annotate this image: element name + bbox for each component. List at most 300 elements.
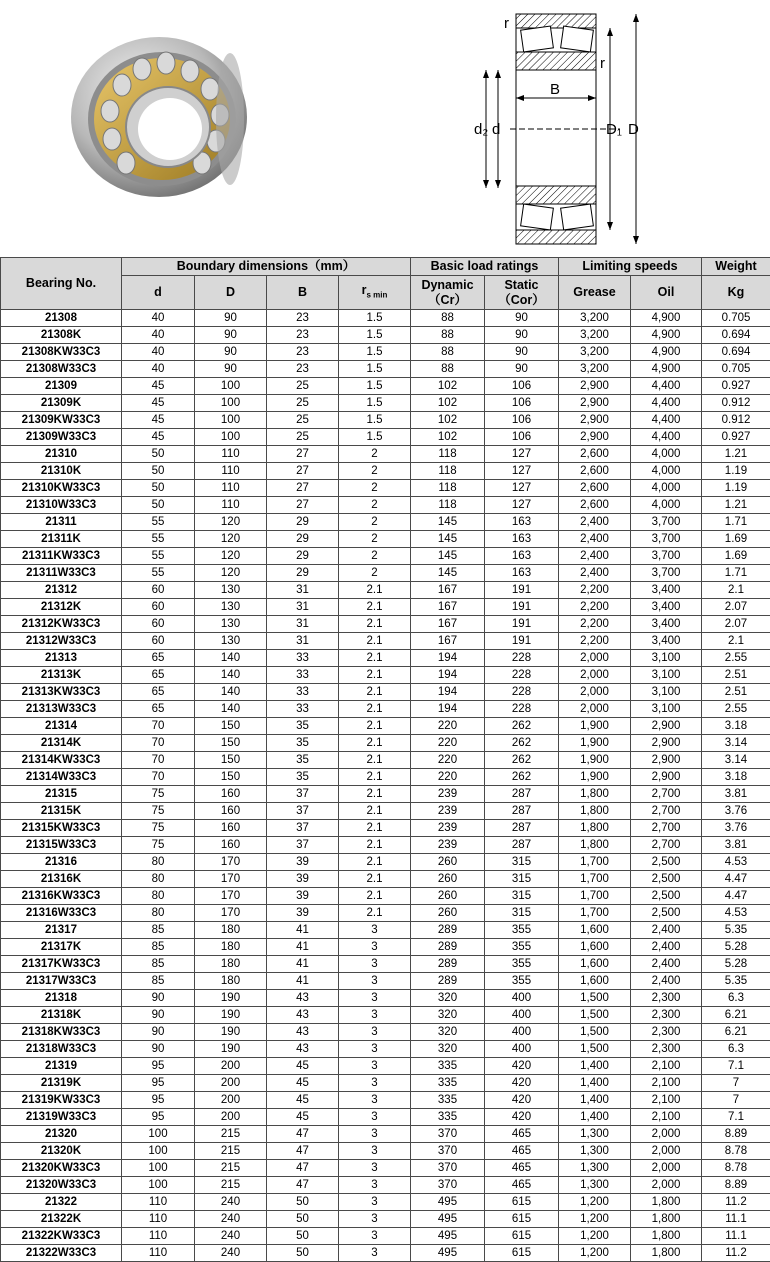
cell-rs-min: 3 — [339, 1092, 411, 1109]
cell-static-cor: 420 — [485, 1092, 559, 1109]
cell-bearing-no: 21311W33C3 — [1, 565, 122, 582]
cell-bearing-no: 21317W33C3 — [1, 973, 122, 990]
cell-oil: 4,000 — [631, 446, 702, 463]
cell-static-cor: 191 — [485, 616, 559, 633]
cell-B: 50 — [267, 1245, 339, 1262]
cell-B: 25 — [267, 378, 339, 395]
cell-oil: 3,100 — [631, 667, 702, 684]
cell-weight: 1.21 — [702, 446, 770, 463]
cell-dynamic-cr: 145 — [411, 548, 485, 565]
cell-B: 45 — [267, 1075, 339, 1092]
cell-bearing-no: 21319K — [1, 1075, 122, 1092]
table-row — [1, 1041, 770, 1058]
cell-rs-min: 1.5 — [339, 412, 411, 429]
cell-D: 150 — [195, 718, 267, 735]
cell-dynamic-cr: 102 — [411, 395, 485, 412]
cell-oil: 4,400 — [631, 412, 702, 429]
cell-D: 215 — [195, 1143, 267, 1160]
cell-oil: 2,300 — [631, 1024, 702, 1041]
cell-weight: 0.694 — [702, 327, 770, 344]
cell-B: 37 — [267, 837, 339, 854]
cell-rs-min: 1.5 — [339, 429, 411, 446]
cell-rs-min: 1.5 — [339, 395, 411, 412]
cell-B: 25 — [267, 429, 339, 446]
cell-rs-min: 3 — [339, 1041, 411, 1058]
cell-dynamic-cr: 260 — [411, 888, 485, 905]
cell-oil: 2,400 — [631, 973, 702, 990]
cell-static-cor: 191 — [485, 582, 559, 599]
cell-grease: 3,200 — [559, 327, 631, 344]
cell-weight: 7.1 — [702, 1109, 770, 1126]
table-row — [1, 1245, 770, 1262]
header-kg: Kg — [702, 276, 770, 310]
cell-static-cor: 106 — [485, 412, 559, 429]
cell-weight: 11.2 — [702, 1245, 770, 1262]
cell-static-cor: 163 — [485, 548, 559, 565]
cell-B: 45 — [267, 1109, 339, 1126]
cell-rs-min: 3 — [339, 1109, 411, 1126]
cell-oil: 4,900 — [631, 344, 702, 361]
table-row — [1, 956, 770, 973]
cell-static-cor: 400 — [485, 1041, 559, 1058]
cell-d: 95 — [122, 1109, 195, 1126]
cell-D: 130 — [195, 616, 267, 633]
cell-weight: 7 — [702, 1092, 770, 1109]
cell-d: 75 — [122, 820, 195, 837]
cell-D: 180 — [195, 922, 267, 939]
cell-bearing-no: 21310K — [1, 463, 122, 480]
cell-B: 35 — [267, 752, 339, 769]
cell-static-cor: 262 — [485, 718, 559, 735]
table-row — [1, 905, 770, 922]
cell-dynamic-cr: 194 — [411, 667, 485, 684]
header-dynamic-sub: （Cr） — [428, 292, 467, 307]
header-B: B — [267, 276, 339, 310]
cell-d: 100 — [122, 1177, 195, 1194]
cell-static-cor: 262 — [485, 769, 559, 786]
table-row — [1, 786, 770, 803]
header-grease: Grease — [559, 276, 631, 310]
cell-bearing-no: 21316K — [1, 871, 122, 888]
table-row — [1, 344, 770, 361]
cell-grease: 1,700 — [559, 905, 631, 922]
cell-dynamic-cr: 289 — [411, 956, 485, 973]
table-row — [1, 1143, 770, 1160]
cell-B: 31 — [267, 633, 339, 650]
cell-static-cor: 191 — [485, 633, 559, 650]
cell-rs-min: 3 — [339, 1058, 411, 1075]
cell-d: 95 — [122, 1058, 195, 1075]
cell-D: 130 — [195, 599, 267, 616]
table-row — [1, 667, 770, 684]
cell-oil: 2,900 — [631, 769, 702, 786]
cell-weight: 6.21 — [702, 1007, 770, 1024]
cell-grease: 2,400 — [559, 531, 631, 548]
cell-static-cor: 420 — [485, 1058, 559, 1075]
cell-weight: 0.912 — [702, 412, 770, 429]
cell-weight: 1.19 — [702, 480, 770, 497]
cell-B: 43 — [267, 1007, 339, 1024]
table-row — [1, 531, 770, 548]
cell-dynamic-cr: 495 — [411, 1228, 485, 1245]
cell-B: 29 — [267, 548, 339, 565]
cell-grease: 1,400 — [559, 1092, 631, 1109]
table-row — [1, 446, 770, 463]
cell-rs-min: 2.1 — [339, 684, 411, 701]
cell-dynamic-cr: 260 — [411, 905, 485, 922]
cell-rs-min: 2.1 — [339, 803, 411, 820]
cell-grease: 2,600 — [559, 446, 631, 463]
cell-grease: 2,600 — [559, 463, 631, 480]
cell-D: 90 — [195, 327, 267, 344]
cell-bearing-no: 21314 — [1, 718, 122, 735]
cell-D: 180 — [195, 973, 267, 990]
cell-B: 25 — [267, 412, 339, 429]
cell-grease: 2,200 — [559, 616, 631, 633]
cell-static-cor: 287 — [485, 786, 559, 803]
cell-d: 55 — [122, 548, 195, 565]
table-row — [1, 1024, 770, 1041]
cell-rs-min: 2.1 — [339, 769, 411, 786]
cell-oil: 2,900 — [631, 718, 702, 735]
cell-rs-min: 2.1 — [339, 871, 411, 888]
cell-bearing-no: 21309 — [1, 378, 122, 395]
header-rs — [339, 276, 411, 310]
cell-d: 40 — [122, 327, 195, 344]
cell-B: 45 — [267, 1092, 339, 1109]
cell-rs-min: 3 — [339, 1245, 411, 1262]
cell-bearing-no: 21309K — [1, 395, 122, 412]
cell-static-cor: 615 — [485, 1245, 559, 1262]
cell-static-cor: 287 — [485, 837, 559, 854]
cell-rs-min: 2.1 — [339, 582, 411, 599]
cell-dynamic-cr: 370 — [411, 1143, 485, 1160]
cell-d: 45 — [122, 429, 195, 446]
cell-B: 37 — [267, 803, 339, 820]
cell-oil: 4,400 — [631, 378, 702, 395]
header-weight: Weight — [702, 258, 770, 276]
cell-bearing-no: 21310KW33C3 — [1, 480, 122, 497]
cell-grease: 3,200 — [559, 344, 631, 361]
cell-rs-min: 2.1 — [339, 820, 411, 837]
cell-grease: 1,700 — [559, 871, 631, 888]
cell-bearing-no: 21316W33C3 — [1, 905, 122, 922]
cell-oil: 2,700 — [631, 786, 702, 803]
cell-D: 150 — [195, 735, 267, 752]
cell-B: 41 — [267, 922, 339, 939]
cell-oil: 3,100 — [631, 650, 702, 667]
cell-B: 27 — [267, 463, 339, 480]
cell-oil: 2,300 — [631, 1041, 702, 1058]
table-row — [1, 701, 770, 718]
cell-oil: 2,700 — [631, 820, 702, 837]
cell-D: 170 — [195, 905, 267, 922]
cell-dynamic-cr: 145 — [411, 514, 485, 531]
cell-grease: 2,600 — [559, 480, 631, 497]
table-row — [1, 1058, 770, 1075]
cell-B: 35 — [267, 735, 339, 752]
cell-grease: 2,200 — [559, 599, 631, 616]
cell-D: 190 — [195, 990, 267, 1007]
cell-dynamic-cr: 167 — [411, 582, 485, 599]
cell-dynamic-cr: 220 — [411, 718, 485, 735]
cell-D: 140 — [195, 701, 267, 718]
cell-d: 60 — [122, 616, 195, 633]
cell-weight: 4.53 — [702, 854, 770, 871]
cell-weight: 3.18 — [702, 718, 770, 735]
cell-static-cor: 287 — [485, 803, 559, 820]
cell-B: 35 — [267, 769, 339, 786]
cell-d: 50 — [122, 446, 195, 463]
table-row — [1, 582, 770, 599]
cell-oil: 2,900 — [631, 735, 702, 752]
table-row — [1, 378, 770, 395]
cell-D: 120 — [195, 548, 267, 565]
cell-weight: 1.21 — [702, 497, 770, 514]
cell-bearing-no: 21312K — [1, 599, 122, 616]
cell-oil: 3,400 — [631, 582, 702, 599]
cell-B: 31 — [267, 616, 339, 633]
table-row — [1, 480, 770, 497]
cell-weight: 2.51 — [702, 667, 770, 684]
cell-static-cor: 355 — [485, 939, 559, 956]
cell-B: 50 — [267, 1194, 339, 1211]
cell-D: 240 — [195, 1245, 267, 1262]
cell-weight: 4.53 — [702, 905, 770, 922]
cell-bearing-no: 21322W33C3 — [1, 1245, 122, 1262]
cell-B: 39 — [267, 905, 339, 922]
header-dynamic-label: Dynamic — [421, 277, 474, 292]
cell-grease: 1,600 — [559, 939, 631, 956]
header-dynamic — [411, 276, 485, 310]
table-row — [1, 735, 770, 752]
cell-B: 37 — [267, 820, 339, 837]
cell-dynamic-cr: 239 — [411, 837, 485, 854]
cell-bearing-no: 21315KW33C3 — [1, 820, 122, 837]
table-row — [1, 1194, 770, 1211]
cell-bearing-no: 21316 — [1, 854, 122, 871]
cell-d: 85 — [122, 956, 195, 973]
cell-static-cor: 615 — [485, 1194, 559, 1211]
cell-rs-min: 3 — [339, 1126, 411, 1143]
cell-oil: 4,000 — [631, 497, 702, 514]
cell-dynamic-cr: 220 — [411, 735, 485, 752]
cell-D: 190 — [195, 1007, 267, 1024]
cell-weight: 3.14 — [702, 735, 770, 752]
cell-B: 41 — [267, 939, 339, 956]
cell-d: 100 — [122, 1126, 195, 1143]
cell-bearing-no: 21311KW33C3 — [1, 548, 122, 565]
cell-grease: 1,500 — [559, 1041, 631, 1058]
cell-dynamic-cr: 194 — [411, 701, 485, 718]
cell-D: 150 — [195, 769, 267, 786]
cell-B: 37 — [267, 786, 339, 803]
cell-weight: 7.1 — [702, 1058, 770, 1075]
cell-d: 40 — [122, 344, 195, 361]
cell-D: 150 — [195, 752, 267, 769]
cell-oil: 2,000 — [631, 1126, 702, 1143]
cell-static-cor: 315 — [485, 905, 559, 922]
cell-B: 33 — [267, 650, 339, 667]
cell-D: 215 — [195, 1160, 267, 1177]
cell-oil: 1,800 — [631, 1211, 702, 1228]
cell-bearing-no: 21313 — [1, 650, 122, 667]
cell-grease: 1,500 — [559, 1024, 631, 1041]
cell-d: 75 — [122, 786, 195, 803]
header-rs-sub: s min — [366, 290, 388, 300]
cell-dynamic-cr: 239 — [411, 803, 485, 820]
cell-d: 80 — [122, 905, 195, 922]
cell-B: 25 — [267, 395, 339, 412]
cross-section-drawing — [470, 8, 650, 250]
table-row — [1, 684, 770, 701]
cell-d: 55 — [122, 565, 195, 582]
cell-oil: 2,500 — [631, 854, 702, 871]
cell-rs-min: 1.5 — [339, 310, 411, 327]
cell-weight: 5.28 — [702, 939, 770, 956]
cell-weight: 1.71 — [702, 514, 770, 531]
cell-oil: 2,300 — [631, 990, 702, 1007]
cell-rs-min: 3 — [339, 1228, 411, 1245]
cell-grease: 1,200 — [559, 1228, 631, 1245]
cell-weight: 11.2 — [702, 1194, 770, 1211]
cell-d: 40 — [122, 310, 195, 327]
cell-static-cor: 420 — [485, 1075, 559, 1092]
cell-D: 240 — [195, 1211, 267, 1228]
cell-oil: 2,400 — [631, 956, 702, 973]
cell-bearing-no: 21310 — [1, 446, 122, 463]
cell-dynamic-cr: 260 — [411, 854, 485, 871]
table-row — [1, 769, 770, 786]
cell-D: 180 — [195, 939, 267, 956]
cell-weight: 0.927 — [702, 429, 770, 446]
cell-B: 27 — [267, 446, 339, 463]
cell-grease: 1,500 — [559, 990, 631, 1007]
cell-dynamic-cr: 335 — [411, 1109, 485, 1126]
table-row — [1, 922, 770, 939]
cell-weight: 1.69 — [702, 531, 770, 548]
cell-dynamic-cr: 335 — [411, 1092, 485, 1109]
cell-static-cor: 163 — [485, 565, 559, 582]
cell-static-cor: 400 — [485, 990, 559, 1007]
cell-static-cor: 228 — [485, 684, 559, 701]
cell-grease: 1,900 — [559, 735, 631, 752]
cell-oil: 4,900 — [631, 327, 702, 344]
cell-dynamic-cr: 145 — [411, 531, 485, 548]
cell-oil: 3,700 — [631, 514, 702, 531]
cell-oil: 2,100 — [631, 1092, 702, 1109]
cell-static-cor: 315 — [485, 888, 559, 905]
cell-rs-min: 2.1 — [339, 905, 411, 922]
cell-weight: 3.81 — [702, 786, 770, 803]
cell-d: 45 — [122, 378, 195, 395]
cell-B: 43 — [267, 990, 339, 1007]
cell-bearing-no: 21322 — [1, 1194, 122, 1211]
cell-rs-min: 3 — [339, 1160, 411, 1177]
header-boundary: Boundary dimensions（mm） — [122, 258, 411, 276]
cell-weight: 2.51 — [702, 684, 770, 701]
cell-d: 45 — [122, 395, 195, 412]
cell-d: 60 — [122, 633, 195, 650]
cell-rs-min: 3 — [339, 939, 411, 956]
cell-oil: 2,500 — [631, 871, 702, 888]
cell-dynamic-cr: 335 — [411, 1058, 485, 1075]
cell-d: 65 — [122, 650, 195, 667]
table-row — [1, 1177, 770, 1194]
cell-bearing-no: 21315 — [1, 786, 122, 803]
cell-bearing-no: 21317 — [1, 922, 122, 939]
header-speeds: Limiting speeds — [559, 258, 702, 276]
cell-bearing-no: 21313K — [1, 667, 122, 684]
cell-static-cor: 355 — [485, 922, 559, 939]
cell-weight: 2.1 — [702, 582, 770, 599]
table-row — [1, 871, 770, 888]
cell-d: 110 — [122, 1245, 195, 1262]
cell-static-cor: 615 — [485, 1211, 559, 1228]
cell-grease: 2,400 — [559, 514, 631, 531]
cell-bearing-no: 21318 — [1, 990, 122, 1007]
cell-D: 170 — [195, 871, 267, 888]
cell-B: 33 — [267, 701, 339, 718]
cell-oil: 2,100 — [631, 1058, 702, 1075]
cell-oil: 4,900 — [631, 310, 702, 327]
header-D: D — [195, 276, 267, 310]
cell-oil: 4,900 — [631, 361, 702, 378]
table-row — [1, 939, 770, 956]
cell-grease: 1,800 — [559, 803, 631, 820]
cell-rs-min: 3 — [339, 1143, 411, 1160]
cell-d: 75 — [122, 803, 195, 820]
cell-B: 29 — [267, 531, 339, 548]
cell-bearing-no: 21309KW33C3 — [1, 412, 122, 429]
cell-oil: 3,400 — [631, 616, 702, 633]
table-row — [1, 650, 770, 667]
cell-rs-min: 2.1 — [339, 752, 411, 769]
table-row — [1, 1228, 770, 1245]
cell-dynamic-cr: 118 — [411, 497, 485, 514]
cell-D: 180 — [195, 956, 267, 973]
cell-B: 45 — [267, 1058, 339, 1075]
cell-dynamic-cr: 289 — [411, 939, 485, 956]
cell-B: 33 — [267, 684, 339, 701]
cell-d: 60 — [122, 582, 195, 599]
cell-D: 160 — [195, 803, 267, 820]
cell-rs-min: 2.1 — [339, 854, 411, 871]
cell-B: 23 — [267, 361, 339, 378]
cell-dynamic-cr: 260 — [411, 871, 485, 888]
label-D: D — [628, 121, 639, 138]
cell-D: 120 — [195, 565, 267, 582]
cell-d: 100 — [122, 1160, 195, 1177]
cell-grease: 1,300 — [559, 1143, 631, 1160]
cell-oil: 2,000 — [631, 1160, 702, 1177]
cell-weight: 2.07 — [702, 616, 770, 633]
table-row — [1, 973, 770, 990]
cell-rs-min: 3 — [339, 1024, 411, 1041]
cell-D: 120 — [195, 531, 267, 548]
cell-B: 47 — [267, 1177, 339, 1194]
cell-dynamic-cr: 102 — [411, 378, 485, 395]
cell-rs-min: 2 — [339, 565, 411, 582]
cell-oil: 2,400 — [631, 922, 702, 939]
cell-weight: 1.19 — [702, 463, 770, 480]
cell-rs-min: 3 — [339, 973, 411, 990]
table-row — [1, 497, 770, 514]
cell-oil: 3,400 — [631, 599, 702, 616]
cell-oil: 1,800 — [631, 1194, 702, 1211]
cell-d: 95 — [122, 1075, 195, 1092]
cell-oil: 4,400 — [631, 429, 702, 446]
